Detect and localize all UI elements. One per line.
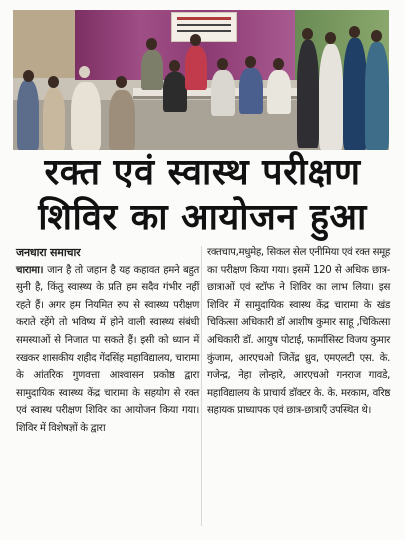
photo-person-head <box>48 76 59 88</box>
article-column-left <box>16 244 199 438</box>
photo-person-head <box>349 26 360 38</box>
photo-person <box>239 68 263 114</box>
photo-person-head <box>169 60 180 72</box>
column-divider <box>201 246 202 526</box>
photo-person <box>71 82 101 150</box>
article-column-right <box>207 244 390 420</box>
photo-person <box>343 38 367 150</box>
dateline: चारामा। <box>16 264 48 276</box>
photo-person <box>365 42 389 150</box>
photo-person <box>141 50 163 90</box>
headline-line-2: शिविर का आयोजन हुआ <box>38 197 367 238</box>
photo-person <box>319 44 343 150</box>
photo-person-head <box>325 32 336 44</box>
photo-banner <box>171 12 237 42</box>
article-body-left: जान है तो जहान है यह कहावत हमने बहुत सुनी है, किंतु स्वास्थ्य के प्रति हम सदैव गंभीर नहीं रहते हैं। अगर हम नियमित रुप से स्वास्थ्य परीक्षण कराते रहेंगे तो भविष्य में होने वाली स्वास्थ्य संबंधी समस्याओं से निजात पा सकते हैं। इसी को ध्यान में रखकर शासकीय शहीद गेंदसिंह महाविद्यालय, चारामा के आंतरिक गुणवत्ता आश्वासन प्रकोष्ठ द्वारा सामुदायिक स्वास्थ्य केंद्र चारामा के सहयोग से रक्त एवं स्वास्थ परीक्षण शिविर का आयोजन किया गया। शिविर में विशेषज्ञों के द्वारा <box>16 264 199 434</box>
photo-person-head <box>146 38 157 50</box>
photo-person <box>297 40 319 148</box>
photo-person <box>185 46 207 90</box>
photo-person-head <box>217 58 228 70</box>
photo-person-head <box>273 58 284 70</box>
event-photo <box>13 10 389 150</box>
article-body-right: रक्तचाप,मधुमेह, सिकल सेल एनीमिया एवं रक्त समूह का परीक्षण किया गया। इसमें 120 से अधिक छात्र-छात्राओं एवं स्टॉफ ने शिविर का लाभ लिया। इस शिविर में सामुदायिक स्वास्थ केंद्र चारामा के खंड चिकित्सा अधिकारी डॉ आशीष कुमार साहू ,चिकित्सा अधिकारी डॉ. आयुष पोटाई, फार्मासिस्ट विजय कुमार कुंजाम, आरएचओ जितेंद्र ध्रुव, एमएलटी एस. के. गजेन्द्र, नेहा लोन्हारे, आरएचओ गनराज गावडे, महाविद्यालय के प्राचार्य डॉक्टर के. के. मरकाम, वरिष्ठ सहायक प्राध्यापक एवं छात्र-छात्राएँ उपस्थित थे। <box>207 247 390 417</box>
headline-line-1: रक्त एवं स्वास्थ परीक्षण <box>44 152 361 193</box>
photo-person-head <box>190 34 201 46</box>
photo-person-head <box>302 28 313 40</box>
photo-person <box>163 72 187 112</box>
byline: जनधारा समाचार <box>16 246 81 259</box>
photo-person-head <box>245 56 256 68</box>
photo-person <box>43 88 65 150</box>
photo-person <box>267 70 291 114</box>
photo-person-head <box>371 30 382 42</box>
photo-person <box>17 80 39 150</box>
photo-person-head <box>23 70 34 82</box>
photo-person <box>211 70 235 116</box>
headline <box>0 150 405 240</box>
photo-person <box>109 90 135 150</box>
photo-person-head <box>79 66 90 78</box>
photo-person-head <box>116 76 127 88</box>
